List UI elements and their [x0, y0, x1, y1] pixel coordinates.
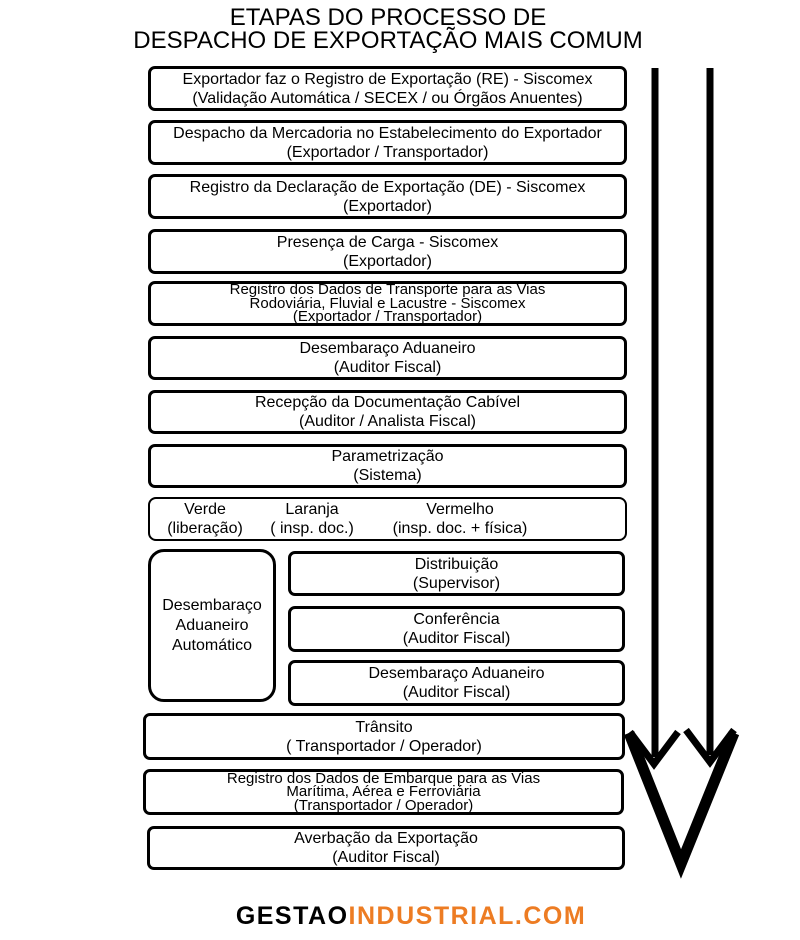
- step-registro-dados-transporte: [148, 281, 627, 326]
- step-text: Registro dos Dados de Transporte para as Vias: [229, 281, 546, 299]
- step-text: Conferência: [413, 611, 500, 628]
- channel-detail: ( insp. doc.): [270, 520, 354, 537]
- step-subtext: (Auditor Fiscal): [332, 849, 440, 866]
- step-subtext: (Auditor Fiscal): [402, 630, 511, 647]
- channel-laranja: [260, 500, 364, 538]
- step-subtext: (Auditor Fiscal): [402, 684, 511, 701]
- big-down-arrowhead-icon: [629, 733, 734, 864]
- step-text-3: Automático: [171, 636, 253, 654]
- channel-name: Verde: [184, 501, 226, 518]
- step-text: Exportador faz o Registro de Exportação (RE) - Siscomex: [182, 70, 593, 88]
- step-text-2: Rodoviária, Fluvial e Lacustre - Siscomex: [249, 294, 526, 312]
- step-text: Trânsito: [355, 718, 413, 736]
- step-registro-exportacao-re: [148, 66, 627, 111]
- down-arrow-left-head-icon: [630, 732, 678, 764]
- page-title: [133, 6, 642, 52]
- title-line-1: ETAPAS DO PROCESSO DE: [229, 4, 547, 31]
- step-text: Registro dos Dados de Embarque para as Vias: [226, 769, 541, 787]
- step-conferencia: [288, 606, 625, 652]
- step-text-2: Aduaneiro: [175, 616, 249, 634]
- step-subtext: (Exportador): [343, 252, 432, 270]
- step-subtext: (Validação Automática / SECEX / ou Órgãos Anuentes): [192, 89, 583, 107]
- step-text: Distribuição: [414, 555, 499, 573]
- step-registro-declaracao-de: [148, 174, 627, 219]
- step-text-2: Marítima, Aérea e Ferroviária: [286, 783, 481, 801]
- step-text: Desembaraço: [162, 596, 262, 614]
- channel-detail: (liberação): [167, 520, 243, 537]
- step-transito: [143, 713, 625, 760]
- channel-verde: [150, 500, 260, 538]
- step-text: Presença de Carga - Siscomex: [276, 233, 499, 251]
- step-subtext: (Exportador): [343, 197, 432, 215]
- channel-name: Vermelho: [426, 501, 494, 518]
- channel-detail: (insp. doc. + física): [392, 520, 528, 537]
- step-desembaraco-aduaneiro: [148, 336, 627, 380]
- step-subtext: (Transportador / Operador): [293, 796, 474, 814]
- step-subtext: (Exportador / Transportador): [292, 308, 483, 326]
- step-recepcao-documentacao: [148, 390, 627, 434]
- step-distribuicao: [288, 551, 625, 596]
- brand-logo: [171, 902, 651, 931]
- step-subtext: (Supervisor): [412, 574, 501, 592]
- step-text: Averbação da Exportação: [294, 830, 478, 847]
- step-averbacao-exportacao: [147, 826, 625, 870]
- step-parametrizacao: [148, 444, 627, 488]
- step-subtext: (Sistema): [353, 467, 422, 484]
- step-text: Recepção da Documentação Cabível: [254, 394, 521, 411]
- channel-name: Laranja: [285, 501, 339, 518]
- brand-logo-orange: INDUSTRIAL.COM: [348, 902, 587, 930]
- step-subtext: (Auditor / Analista Fiscal): [299, 413, 476, 430]
- step-despacho-mercadoria: [148, 120, 627, 165]
- step-subtext: ( Transportador / Operador): [286, 737, 482, 755]
- brand-logo-black: GESTAO: [235, 902, 349, 930]
- step-presenca-carga: [148, 229, 627, 274]
- step-text: Despacho da Mercadoria no Estabelecimento do Exportador: [173, 124, 602, 142]
- step-registro-dados-embarque: [143, 769, 624, 815]
- step-subtext: (Exportador / Transportador): [286, 143, 489, 161]
- step-text: Registro da Declaração de Exportação (DE) - Siscomex: [189, 178, 586, 196]
- step-subtext: (Auditor Fiscal): [333, 359, 442, 376]
- step-text: Parametrização: [331, 448, 444, 465]
- title-line-2: DESPACHO DE EXPORTAÇÃO MAIS COMUM: [133, 27, 643, 54]
- step-text: Desembaraço Aduaneiro: [368, 665, 545, 682]
- step-desembaraco-aduaneiro-inspecao: [288, 660, 625, 706]
- down-arrow-right-head-icon: [686, 730, 734, 762]
- step-text: Desembaraço Aduaneiro: [299, 340, 476, 357]
- step-desembaraco-aduaneiro-automatico: [148, 549, 276, 702]
- channel-vermelho: [364, 500, 556, 538]
- parametrization-channels: [148, 497, 627, 541]
